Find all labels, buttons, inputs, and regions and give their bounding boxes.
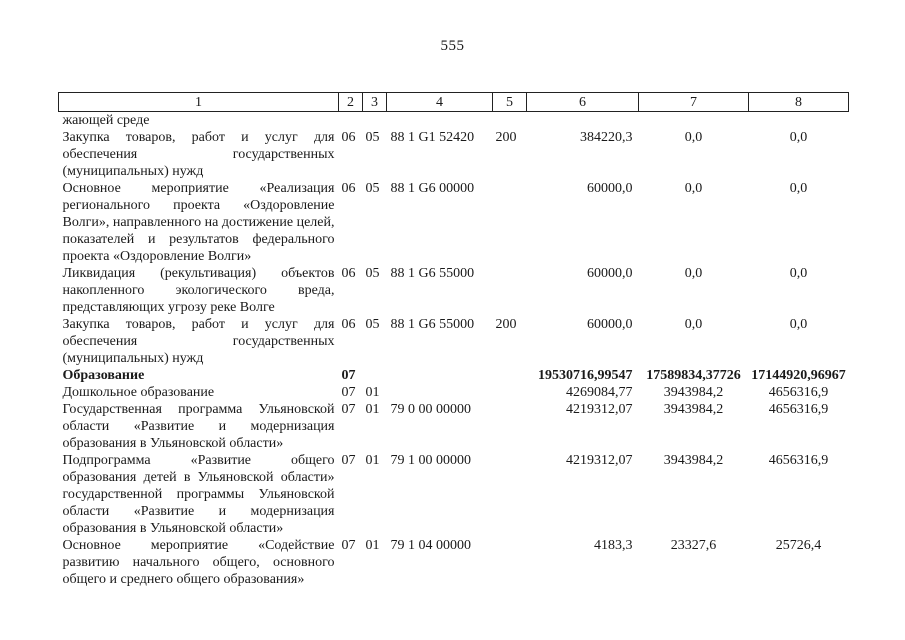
row-csr: 79 1 04 00000 (390, 538, 471, 553)
header-col-2: 2 (339, 93, 363, 112)
row-csr: 88 1 G6 55000 (390, 266, 475, 281)
row-vr: 200 (495, 130, 517, 145)
header-col-5: 5 (493, 93, 527, 112)
table-row (59, 112, 849, 130)
row-vr (493, 401, 527, 452)
table-row (59, 452, 849, 537)
row-name: Закупка товаров, работ и услуг для обеспечения государственных (муниципальных) нужд (62, 130, 335, 179)
row-vr (493, 452, 527, 537)
row-rz: 06 (341, 266, 356, 281)
budget-table (58, 92, 849, 588)
table-row (59, 180, 849, 265)
row-rz: 07 (341, 385, 356, 400)
row-pr (363, 112, 387, 130)
table-header (59, 93, 849, 112)
row-csr: 79 1 00 00000 (390, 453, 471, 468)
row-value-8: 0,0 (789, 266, 808, 281)
table-row-section (59, 367, 849, 384)
row-csr: 88 1 G6 00000 (390, 181, 475, 196)
row-name: Государственная программа Ульяновской области «Развитие и модернизация образования в Ульяновской области» (62, 402, 335, 451)
row-value-6: 4219312,07 (566, 453, 633, 468)
row-value-8: 4656316,9 (768, 385, 829, 400)
row-pr: 05 (365, 130, 380, 145)
row-value-7 (639, 112, 749, 130)
row-rz (339, 112, 363, 130)
row-value-7: 3943984,2 (663, 402, 724, 417)
row-rz: 07 (341, 368, 356, 383)
row-name: Основное мероприятие «Реализация регионального проекта «Оздоровление Волги», направленного на достижение целей, показателей и результатов федерального проекта «Оздоровление Волги» (62, 181, 335, 264)
row-value-7: 3943984,2 (663, 385, 724, 400)
row-pr: 01 (365, 402, 380, 417)
row-vr (493, 384, 527, 401)
header-col-6: 6 (527, 93, 639, 112)
row-pr: 05 (365, 317, 380, 332)
row-pr: 01 (365, 453, 380, 468)
row-name: жающей среде (62, 113, 150, 128)
row-csr (387, 384, 493, 401)
row-csr: 79 0 00 00000 (390, 402, 471, 417)
row-value-6: 4183,3 (594, 538, 633, 553)
page-number: 555 (440, 38, 465, 54)
header-col-4: 4 (387, 93, 493, 112)
row-value-6: 19530716,99547 (538, 368, 633, 383)
row-value-8: 4656316,9 (768, 453, 829, 468)
row-vr (493, 180, 527, 265)
row-value-7: 17589834,37726 (646, 368, 741, 383)
row-value-8: 17144920,96967 (751, 368, 846, 383)
header-col-8: 8 (749, 93, 849, 112)
header-col-3: 3 (363, 93, 387, 112)
row-vr (493, 112, 527, 130)
row-csr (387, 112, 493, 130)
table-row (59, 129, 849, 180)
row-rz: 07 (341, 538, 356, 553)
header-col-7: 7 (639, 93, 749, 112)
row-value-7: 0,0 (684, 317, 703, 332)
header-col-1: 1 (59, 93, 339, 112)
table-body (59, 112, 849, 589)
row-rz: 06 (341, 130, 356, 145)
row-name: Основное мероприятие «Содействие развитию начального общего, основного общего и среднего общего образования» (62, 538, 335, 587)
table-row (59, 265, 849, 316)
row-value-6: 4269084,77 (566, 385, 633, 400)
row-value-6: 384220,3 (580, 130, 633, 145)
row-name: Закупка товаров, работ и услуг для обеспечения государственных (муниципальных) нужд (62, 317, 335, 366)
row-value-8: 25726,4 (775, 538, 822, 553)
table-row (59, 384, 849, 401)
row-value-6: 60000,0 (587, 266, 633, 281)
row-name: Ликвидация (рекультивация) объектов накопленного экологического вреда, представляющих угрозу реке Волге (62, 266, 335, 315)
row-pr: 05 (365, 181, 380, 196)
row-csr: 88 1 G1 52420 (390, 130, 475, 145)
header-row (59, 93, 849, 112)
table-row (59, 401, 849, 452)
row-vr (493, 265, 527, 316)
row-value-7: 23327,6 (670, 538, 717, 553)
row-name: Дошкольное образование (62, 385, 215, 400)
row-csr (387, 367, 493, 384)
table-row (59, 537, 849, 588)
table-row (59, 316, 849, 367)
row-value-6: 4219312,07 (566, 402, 633, 417)
row-value-6: 60000,0 (587, 181, 633, 196)
row-pr (363, 367, 387, 384)
row-name: Подпрограмма «Развитие общего образования детей в Ульяновской области» государственной программы Ульяновской области «Развитие и модернизация образования в Ульяновской области» (62, 453, 335, 536)
row-name: Образование (62, 368, 145, 383)
row-value-8: 0,0 (789, 181, 808, 196)
row-value-7: 0,0 (684, 266, 703, 281)
row-value-8: 0,0 (789, 317, 808, 332)
row-value-8: 0,0 (789, 130, 808, 145)
row-value-7: 0,0 (684, 130, 703, 145)
row-value-8 (749, 112, 849, 130)
row-vr (493, 367, 527, 384)
row-value-7: 0,0 (684, 181, 703, 196)
row-csr: 88 1 G6 55000 (390, 317, 475, 332)
row-vr: 200 (495, 317, 517, 332)
row-value-7: 3943984,2 (663, 453, 724, 468)
row-value-6 (527, 112, 639, 130)
row-rz: 07 (341, 453, 356, 468)
row-rz: 06 (341, 317, 356, 332)
row-pr: 01 (365, 538, 380, 553)
row-rz: 06 (341, 181, 356, 196)
row-pr: 05 (365, 266, 380, 281)
row-pr: 01 (365, 385, 380, 400)
row-rz: 07 (341, 402, 356, 417)
row-vr (493, 537, 527, 588)
row-value-8: 4656316,9 (768, 402, 829, 417)
row-value-6: 60000,0 (587, 317, 633, 332)
